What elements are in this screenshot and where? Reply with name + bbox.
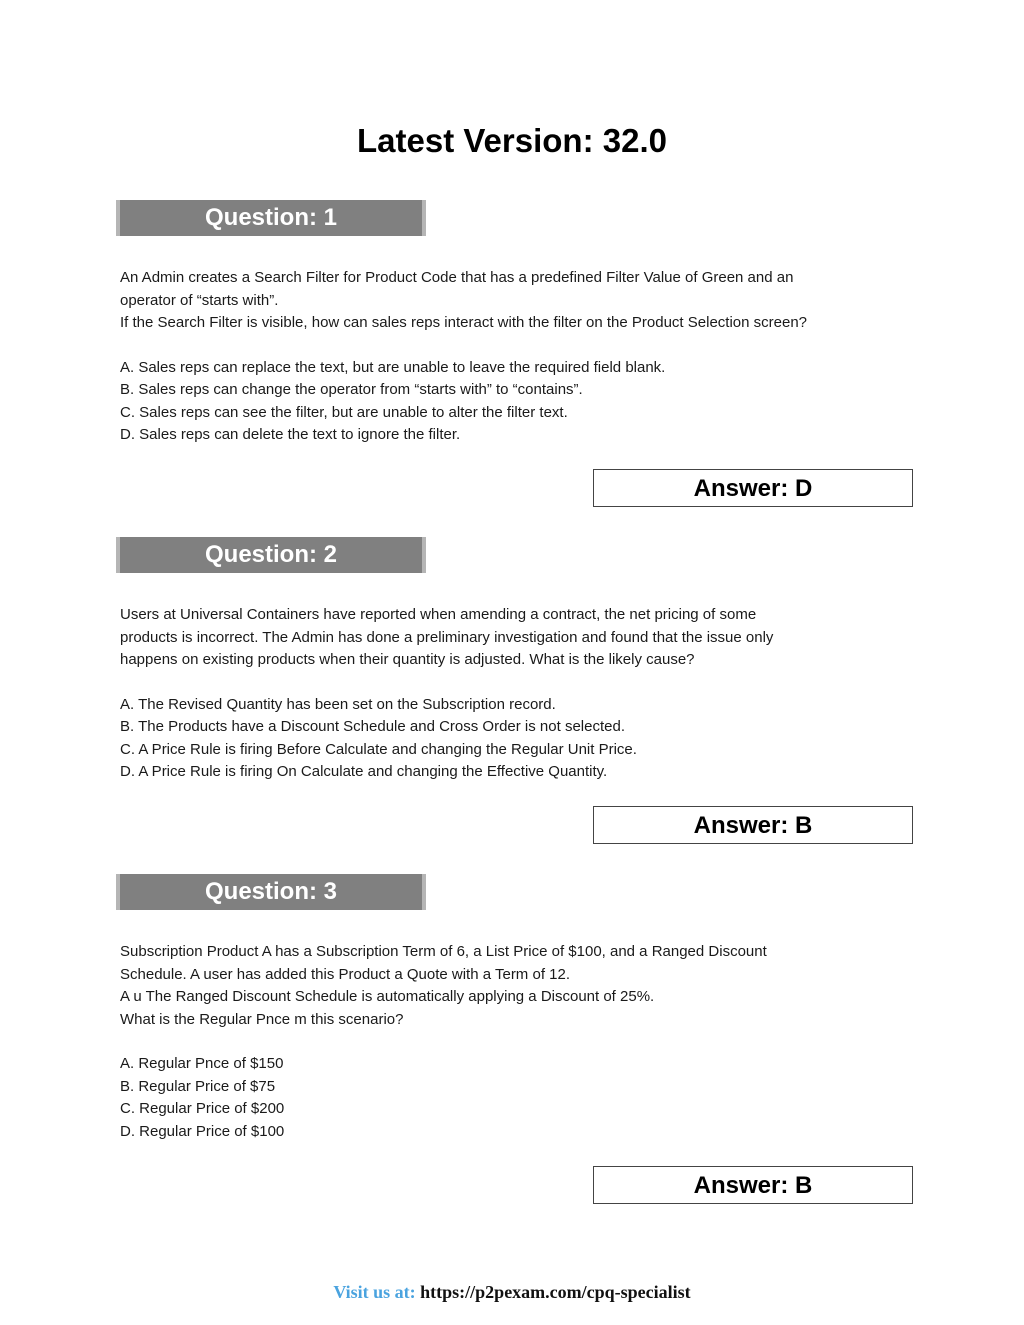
answer-option: B. Sales reps can change the operator from “starts with” to “contains”. xyxy=(120,381,583,398)
question-stem-line: What is the Regular Pnce m this scenario? xyxy=(120,1010,404,1028)
question-stem-line: Subscription Product A has a Subscription Term of 6, a List Price of $100, and a Ranged Discount xyxy=(120,943,767,960)
question-stem-line: Users at Universal Containers have reported when amending a contract, the net pricing of some xyxy=(120,606,757,623)
question-stem-line: Schedule. A user has added this Product a Quote with a Term of 12. xyxy=(120,965,570,983)
answer-option: A. Sales reps can replace the text, but are unable to leave the required field blank. xyxy=(120,358,666,376)
answer-option: C. A Price Rule is firing Before Calculate and changing the Regular Unit Price. xyxy=(120,740,637,758)
question-body xyxy=(120,941,920,1143)
answer-option: B. The Products have a Discount Schedule and Cross Order is not selected. xyxy=(120,718,625,735)
question-body xyxy=(120,604,920,784)
answer-option: A. Regular Pnce of $150 xyxy=(120,1055,284,1072)
page-title: Latest Version: 32.0 xyxy=(357,122,667,159)
answer-box: Answer: D xyxy=(593,469,913,507)
question-stem-line: happens on existing products when their quantity is adjusted. What is the likely cause? xyxy=(120,651,695,668)
footer-label: Visit us at: xyxy=(333,1282,416,1302)
answer-option: C. Sales reps can see the filter, but are unable to alter the filter text. xyxy=(120,403,568,421)
answer-option: A. The Revised Quantity has been set on the Subscription record. xyxy=(120,695,556,713)
question-header: Question: 1 xyxy=(116,200,426,236)
answer-option: D. Sales reps can delete the text to ignore the filter. xyxy=(120,426,461,443)
footer xyxy=(0,1282,1024,1303)
answer-option: D. Regular Price of $100 xyxy=(120,1122,285,1140)
answer-option: D. A Price Rule is firing On Calculate and changing the Effective Quantity. xyxy=(120,763,608,780)
answer-box: Answer: B xyxy=(593,1166,913,1204)
question-header: Question: 3 xyxy=(116,874,426,910)
question-stem-line: An Admin creates a Search Filter for Product Code that has a predefined Filter Value of Green and an xyxy=(120,269,794,286)
question-stem-line: If the Search Filter is visible, how can sales reps interact with the filter on the Product Selection screen? xyxy=(120,314,807,331)
footer-link[interactable]: https://p2pexam.com/cpq-specialist xyxy=(420,1282,691,1302)
answer-box: Answer: B xyxy=(593,806,913,844)
answer-option: B. Regular Price of $75 xyxy=(120,1077,276,1095)
question-stem-line: operator of “starts with”. xyxy=(120,291,279,309)
question-header: Question: 2 xyxy=(116,537,426,573)
answer-option: C. Regular Price of $200 xyxy=(120,1100,285,1117)
question-body xyxy=(120,267,920,447)
question-stem-line: products is incorrect. The Admin has done a preliminary investigation and found that the issue only xyxy=(120,628,774,646)
question-stem-line: A u The Ranged Discount Schedule is automatically applying a Discount of 25%. xyxy=(120,988,655,1005)
